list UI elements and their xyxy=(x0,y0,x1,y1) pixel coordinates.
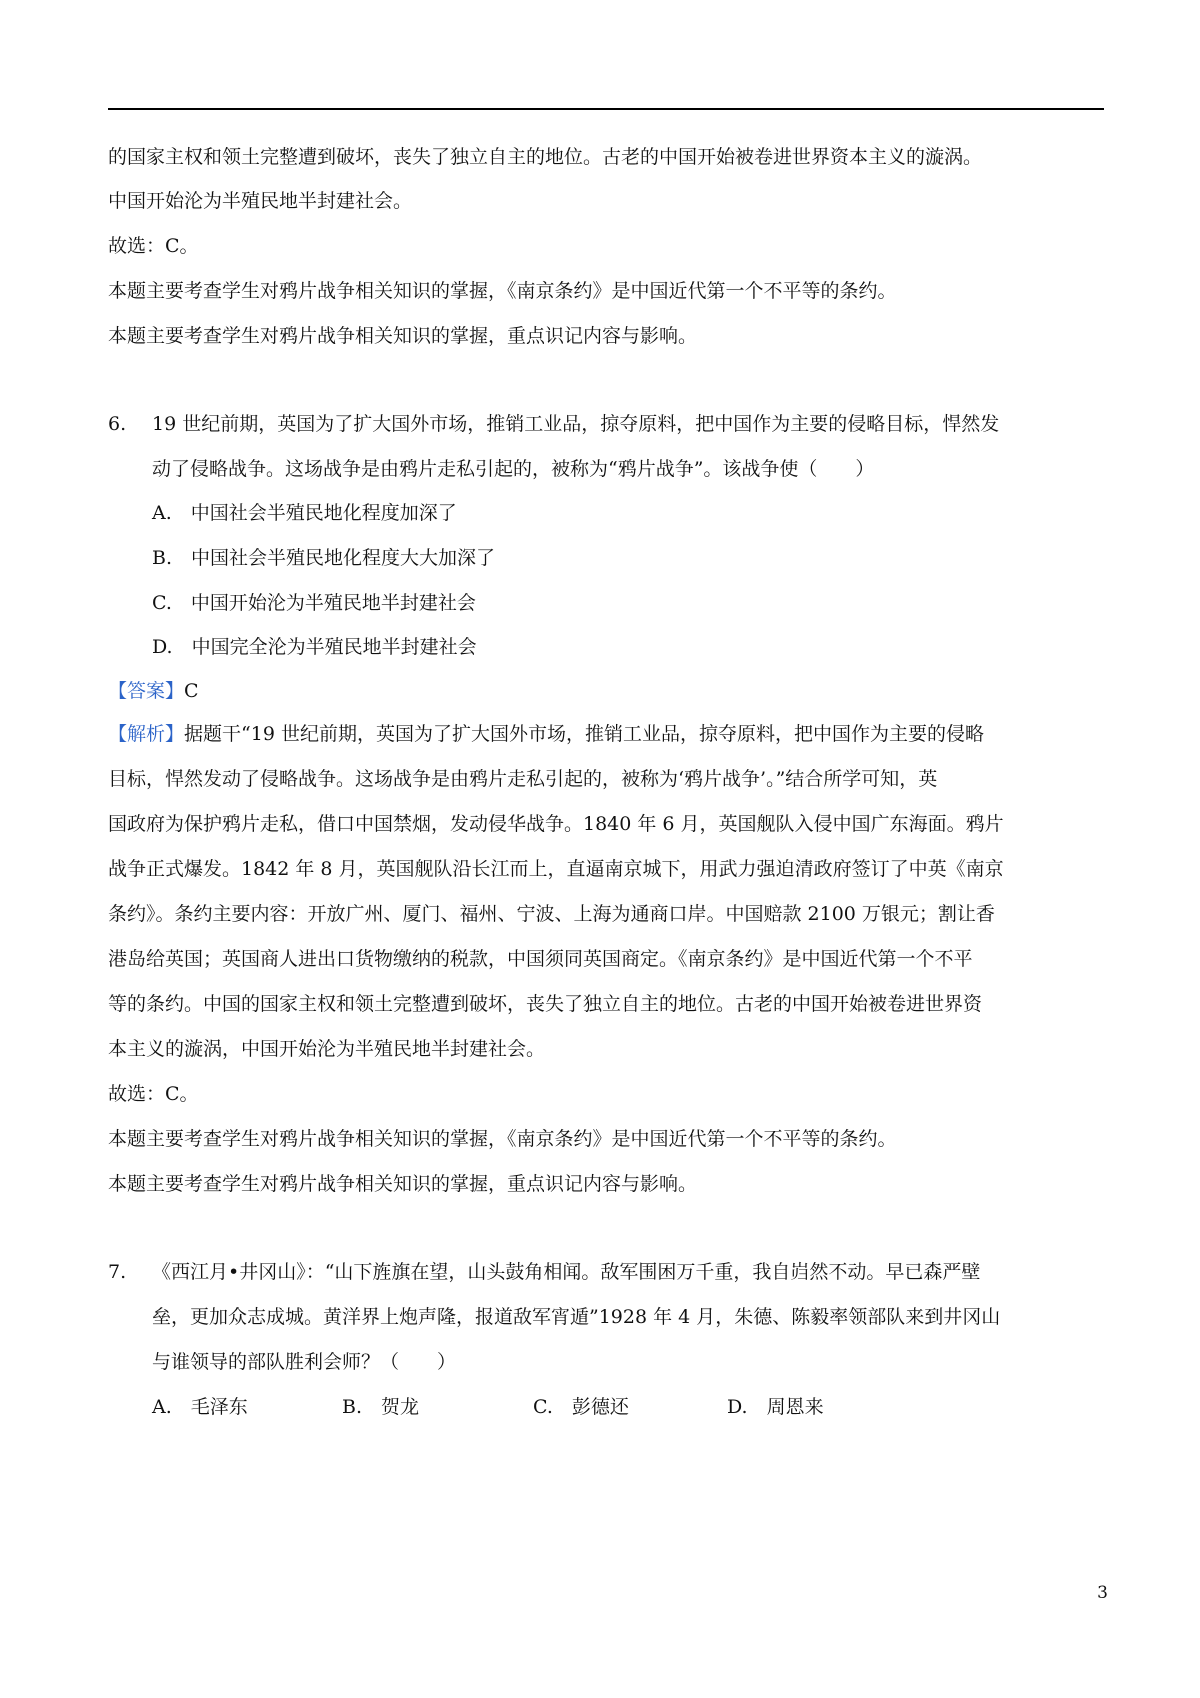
q6-analysis-line-6: 港岛给英国；英国商人进出口货物缴纳的税款，中国须同英国商定。《南京条约》是中国近代第一个不平 xyxy=(108,948,973,970)
intro-note-1: 本题主要考查学生对鸦片战争相关知识的掌握，《南京条约》是中国近代第一个不平等的条约。 xyxy=(108,280,897,302)
q6-analysis-line-7: 等的条约。中国的国家主权和领土完整遭到破坏，丧失了独立自主的地位。古老的中国开始被卷进世界资 xyxy=(108,993,983,1015)
analysis-text-1: 据题干“19 世纪前期，英国为了扩大国外市场，推销工业品，掠夺原料，把中国作为主要的侵略 xyxy=(184,723,984,745)
q6-stem-line-2: 动了侵略战争。这场战争是由鸦片走私引起的，被称为“鸦片战争”。该战争使（ ） xyxy=(152,458,875,480)
intro-note-2: 本题主要考查学生对鸦片战争相关知识的掌握，重点识记内容与影响。 xyxy=(108,325,698,347)
q6-analysis-line-1 xyxy=(108,720,984,748)
q7-option-d: D. 周恩来 xyxy=(727,1396,824,1418)
analysis-label: 【解析】 xyxy=(108,723,185,745)
q7-option-a: A. 毛泽东 xyxy=(152,1396,248,1418)
q6-analysis-line-2: 目标，悍然发动了侵略战争。这场战争是由鸦片走私引起的，被称为‘鸦片战争’。”结合所学可知，英 xyxy=(108,768,938,790)
q6-answer xyxy=(108,677,199,705)
q6-analysis-line-5: 条约》。条约主要内容：开放广州、厦门、福州、宁波、上海为通商口岸。中国赔款 2100 万银元；割让香 xyxy=(108,903,995,925)
q6-analysis-line-3: 国政府为保护鸦片走私，借口中国禁烟，发动侵华战争。1840 年 6 月，英国舰队入侵中国广东海面。鸦片 xyxy=(108,813,1004,835)
q6-option-b: B. 中国社会半殖民地化程度大大加深了 xyxy=(152,547,496,569)
q7-stem-line-1: 《西江月•井冈山》：“山下旌旗在望，山头鼓角相闻。敌军围困万千重，我自岿然不动。早已森严壁 xyxy=(152,1261,981,1283)
q6-analysis-line-4: 战争正式爆发。1842 年 8 月，英国舰队沿长江而上，直逼南京城下，用武力强迫清政府签订了中英《南京 xyxy=(108,858,1004,880)
intro-line-1: 的国家主权和领土完整遭到破坏，丧失了独立自主的地位。古老的中国开始被卷进世界资本主义的漩涡。 xyxy=(108,146,983,168)
intro-line-2: 中国开始沦为半殖民地半封建社会。 xyxy=(108,190,413,212)
q6-choice: 故选：C。 xyxy=(108,1083,199,1105)
q6-stem-line-1: 19 世纪前期，英国为了扩大国外市场，推销工业品，掠夺原料，把中国作为主要的侵略目标，悍然发 xyxy=(152,413,1000,435)
q7-stem-line-3: 与谁领导的部队胜利会师？（ ） xyxy=(152,1351,457,1373)
q7-number: 7. xyxy=(108,1261,127,1283)
q6-number: 6. xyxy=(108,413,127,435)
answer-label: 【答案】 xyxy=(108,680,185,702)
q7-option-b: B. 贺龙 xyxy=(342,1396,420,1418)
q6-analysis-line-8: 本主义的漩涡，中国开始沦为半殖民地半封建社会。 xyxy=(108,1038,546,1060)
q7-stem-line-2: 垒，更加众志成城。黄洋界上炮声隆，报道敌军宵遁”1928 年 4 月，朱德、陈毅率领部队来到井冈山 xyxy=(152,1306,1001,1328)
q7-option-c: C. 彭德还 xyxy=(533,1396,629,1418)
page-number: 3 xyxy=(1097,1583,1108,1603)
header-rule xyxy=(108,108,1104,110)
answer-value: C xyxy=(184,680,199,702)
intro-choice: 故选：C。 xyxy=(108,235,199,257)
q6-option-c: C. 中国开始沦为半殖民地半封建社会 xyxy=(152,592,476,614)
q6-option-d: D. 中国完全沦为半殖民地半封建社会 xyxy=(152,636,477,658)
q6-option-a: A. 中国社会半殖民地化程度加深了 xyxy=(152,502,457,524)
q6-note-2: 本题主要考查学生对鸦片战争相关知识的掌握，重点识记内容与影响。 xyxy=(108,1173,698,1195)
q6-note-1: 本题主要考查学生对鸦片战争相关知识的掌握，《南京条约》是中国近代第一个不平等的条约。 xyxy=(108,1128,897,1150)
